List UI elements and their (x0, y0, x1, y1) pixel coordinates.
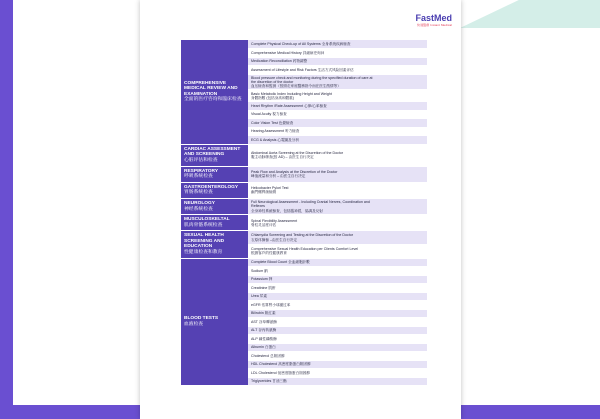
service-item-text: Spinal Flexibility Assessment (251, 218, 298, 223)
service-item-text: Medication Reconciliation 药物調整 (251, 59, 308, 64)
service-item-cell (248, 110, 427, 119)
service-item-cell (248, 352, 427, 361)
category-title-zh: 肌肉骨骼系统检查 (184, 222, 223, 228)
service-item-text: ALP 碱性磷酸酶 (251, 336, 277, 341)
service-item-text: Full Neurological Assessment - Including Cranial Nerves, Coordination and (251, 200, 370, 205)
category-title-en: GASTROENTEROLOGY (184, 184, 239, 190)
category-title-zh: 血液检查 (184, 321, 204, 327)
category-cell (181, 40, 248, 144)
service-item-text: Urea 尿素 (251, 294, 267, 299)
service-item-text: Potassium 钾 (251, 277, 273, 282)
service-item-text: Comprehensive Medical History 詳細病史询问 (251, 50, 325, 55)
table-row (181, 40, 427, 49)
service-item-text: ECG & Analysis 心電圖及分析 (251, 137, 299, 142)
services-table-container (181, 40, 427, 386)
category-title-en: RESPIRATORY (184, 168, 219, 174)
document-page (140, 0, 461, 419)
table-row (181, 166, 427, 182)
category-title-zh: 呼吸系统检查 (184, 174, 213, 180)
category-title-zh: 心脏评估和检查 (184, 157, 218, 163)
service-item-cell (248, 309, 427, 318)
category-title-zh: 全面的医疗咨询和臨床检查 (184, 97, 242, 103)
service-item-text: Triglycerides 甘油三酯 (251, 379, 287, 384)
fastmed-logo (415, 14, 452, 27)
corner-accent-shape (460, 0, 600, 28)
service-item-text: Complete Physical Check-up of All Systems 全身系统疾病檢查 (251, 41, 351, 46)
service-item-cell (248, 198, 427, 214)
service-item-text: Albumin 白蛋白 (251, 345, 276, 350)
service-item-cell (248, 49, 427, 58)
category-title-en: BLOOD TESTS (184, 316, 219, 322)
service-item-cell (248, 40, 427, 49)
table-row (181, 144, 427, 166)
service-item-cell (248, 144, 427, 166)
service-item-text: Chlamydia Screening and Testing at the Discretion of the Doctor (251, 233, 354, 238)
service-item-text: 腹主动脉筛查(按 AD) – 由医生自行决定 (251, 155, 314, 160)
service-item-text: Abdominal Aorta Screening at the Discretion of the Doctor (251, 150, 344, 155)
service-item-cell (248, 231, 427, 245)
service-item-cell (248, 90, 427, 102)
service-item-cell (248, 57, 427, 66)
logo-brand: FastMed (415, 13, 452, 23)
service-item-cell (248, 215, 427, 231)
service-item-text: Helicobacter Pylori Test (251, 186, 289, 191)
service-item-text: Comprehensive Sexual Health Education per Clients Comfort Level (251, 247, 359, 252)
category-cell (181, 231, 248, 258)
service-item-cell (248, 166, 427, 182)
service-item-text: AST 谷草轉氨酶 (251, 319, 277, 324)
service-item-cell (248, 244, 427, 258)
service-item-text: HDL Cholesterol 高密度脂蛋白胆固醇 (251, 362, 311, 367)
service-item-text: Sodium 鈉 (251, 268, 268, 273)
service-item-text: 根據客戶的性健康教育 (251, 251, 287, 256)
category-title-en: MUSCULOSKELTAL (184, 217, 230, 223)
category-title-en: SEXUAL HEALTH SCREENING AND EDUCATION (184, 233, 225, 250)
service-item-text: 脊柱灵活度评估 (251, 222, 277, 227)
service-item-text: Hearing Assessment 听力檢查 (251, 129, 300, 134)
service-item-text: ALT 谷丙转氨酶 (251, 328, 277, 333)
service-item-cell (248, 343, 427, 352)
service-item-text: Peak Flow and Analysis at the Discretion of the Doctor (251, 169, 338, 174)
service-item-cell (248, 258, 427, 267)
service-item-cell (248, 292, 427, 301)
table-row (181, 215, 427, 231)
service-item-cell (248, 318, 427, 327)
service-item-cell (248, 360, 427, 369)
service-item-cell (248, 102, 427, 111)
service-item-text: Creatinine 肌酐 (251, 285, 276, 290)
service-item-text: 幽門螺桿菌檢測 (251, 190, 277, 195)
service-item-text: 全身神经系統檢查，包括腦神經，協調及反射 (251, 208, 323, 213)
service-item-text: 衣原体篩檢 –由医生自行决定 (251, 237, 298, 242)
category-cell (181, 144, 248, 166)
service-item-text: Visual Acuity 視力檢查 (251, 112, 287, 117)
category-title-zh: 性健康检查和教育 (184, 250, 223, 256)
service-item-cell (248, 119, 427, 128)
category-title-en: CARDIAC ASSESSMENT AND SCREENING (184, 146, 241, 158)
category-cell (181, 215, 248, 231)
service-item-text: 身體指數 (包括身高和體重) (251, 95, 294, 100)
service-item-text: 血压檢查和監测（按照走家庭醫務指令而在医生酌情等） (251, 84, 341, 89)
service-item-text: LDL Cholesterol 低密度脂蛋白胆固醇 (251, 370, 310, 375)
services-table (181, 40, 427, 386)
category-title-zh: 胃肠系统检查 (184, 190, 213, 196)
service-item-text: Cholesterol 总胆固醇 (251, 353, 285, 358)
logo-tagline: 快速醫療 Instant Medical (416, 23, 452, 27)
service-item-cell (248, 369, 427, 378)
service-item-cell (248, 136, 427, 145)
service-item-text: Assessment of Lifestyle and Risk Factors 生活方式风险因素评估 (251, 67, 354, 72)
service-item-cell (248, 66, 427, 75)
category-cell (181, 182, 248, 198)
category-cell (181, 198, 248, 214)
service-item-text: the discretion of the doctor (251, 79, 294, 84)
table-row (181, 182, 427, 198)
category-title-en: NEUROLOGY (184, 200, 215, 206)
service-item-cell (248, 182, 427, 198)
category-cell (181, 258, 248, 386)
table-row (181, 198, 427, 214)
service-item-text: Complete Blood Count 全血細胞計數 (251, 260, 310, 265)
service-item-cell (248, 301, 427, 310)
service-item-text: 峰值流量和分析 – 由医生自行决定 (251, 174, 306, 179)
table-row (181, 258, 427, 267)
service-item-cell (248, 74, 427, 90)
table-row (181, 231, 427, 245)
service-item-text: Bilirubin 胆红素 (251, 311, 276, 316)
service-item-cell (248, 377, 427, 386)
service-item-cell (248, 267, 427, 276)
service-item-cell (248, 326, 427, 335)
service-item-cell (248, 284, 427, 293)
service-item-text: Basic Metabolic Index Including Height and Weight (251, 91, 332, 96)
service-item-text: eGFR 估算腎小球濾过率 (251, 302, 291, 307)
category-title-zh: 神经系统检查 (184, 206, 213, 212)
service-item-text: Reflexes (251, 204, 265, 209)
service-item-cell (248, 275, 427, 284)
service-item-text: Heart Rhythm /Rate Assessment 心律/心率檢查 (251, 103, 327, 108)
category-cell (181, 166, 248, 182)
service-item-cell (248, 127, 427, 136)
left-accent-bar (0, 0, 13, 419)
category-title-en: COMPREHENSIVE MEDICAL REVIEW AND EXAMINATION (184, 80, 238, 97)
service-item-cell (248, 335, 427, 344)
service-item-text: Color Vision Test 色覺檢查 (251, 120, 294, 125)
service-item-text: Blood pressure check and monitoring during the specified duration of care at (251, 75, 373, 80)
